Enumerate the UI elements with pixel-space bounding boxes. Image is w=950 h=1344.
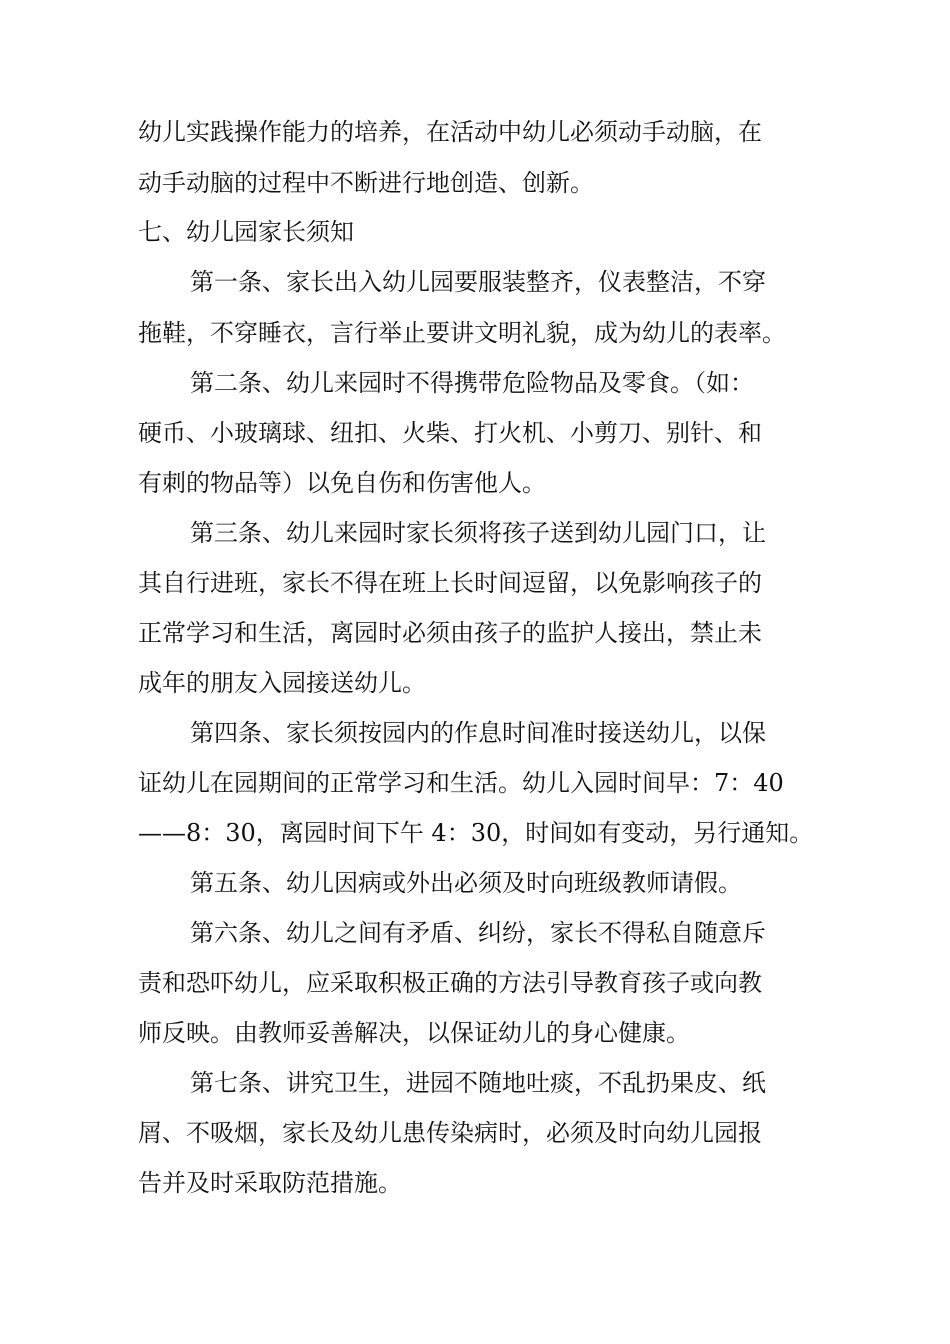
article-3-line: 成年的朋友入园接送幼儿。	[138, 669, 426, 697]
article-6-line: 责和恐吓幼儿，应采取积极正确的方法引导教育孩子或向教	[138, 969, 762, 997]
article-7-line: 屑、不吸烟，家长及幼儿患传染病时，必须及时向幼儿园报	[138, 1119, 762, 1147]
article-4-line: ——8：30，离园时间下午 4：30，时间如有变动，另行通知。	[138, 819, 814, 847]
article-7-line: 告并及时采取防范措施。	[138, 1169, 402, 1197]
article-3-line: 正常学习和生活，离园时必须由孩子的监护人接出，禁止未	[138, 619, 762, 647]
article-5-line: 第五条、幼儿因病或外出必须及时向班级教师请假。	[190, 869, 742, 897]
article-2-line: 第二条、幼儿来园时不得携带危险物品及零食。（如：	[190, 369, 754, 397]
article-2-line: 硬币、小玻璃球、纽扣、火柴、打火机、小剪刀、别针、和	[138, 419, 762, 447]
article-6-line: 师反映。由教师妥善解决，以保证幼儿的身心健康。	[138, 1019, 690, 1047]
article-3-line: 第三条、幼儿来园时家长须将孩子送到幼儿园门口，让	[190, 519, 766, 547]
paragraph-line: 幼儿实践操作能力的培养，在活动中幼儿必须动手动脑，在	[138, 118, 762, 146]
paragraph-line: 动手动脑的过程中不断进行地创造、创新。	[138, 169, 594, 197]
article-2-line: 有刺的物品等）以免自伤和伤害他人。	[138, 469, 546, 497]
article-4-line: 第四条、家长须按园内的作息时间准时接送幼儿，以保	[190, 719, 766, 747]
article-4-line: 证幼儿在园期间的正常学习和生活。幼儿入园时间早：7：40	[138, 769, 784, 797]
article-3-line: 其自行进班，家长不得在班上长时间逗留，以免影响孩子的	[138, 569, 762, 597]
article-1-line: 拖鞋，不穿睡衣，言行举止要讲文明礼貌，成为幼儿的表率。	[138, 319, 786, 347]
article-7-line: 第七条、讲究卫生，进园不随地吐痰，不乱扔果皮、纸	[190, 1069, 766, 1097]
section-heading: 七、幼儿园家长须知	[138, 218, 354, 246]
article-6-line: 第六条、幼儿之间有矛盾、纠纷，家长不得私自随意斥	[190, 919, 766, 947]
article-1-line: 第一条、家长出入幼儿园要服装整齐，仪表整洁，不穿	[190, 268, 766, 296]
